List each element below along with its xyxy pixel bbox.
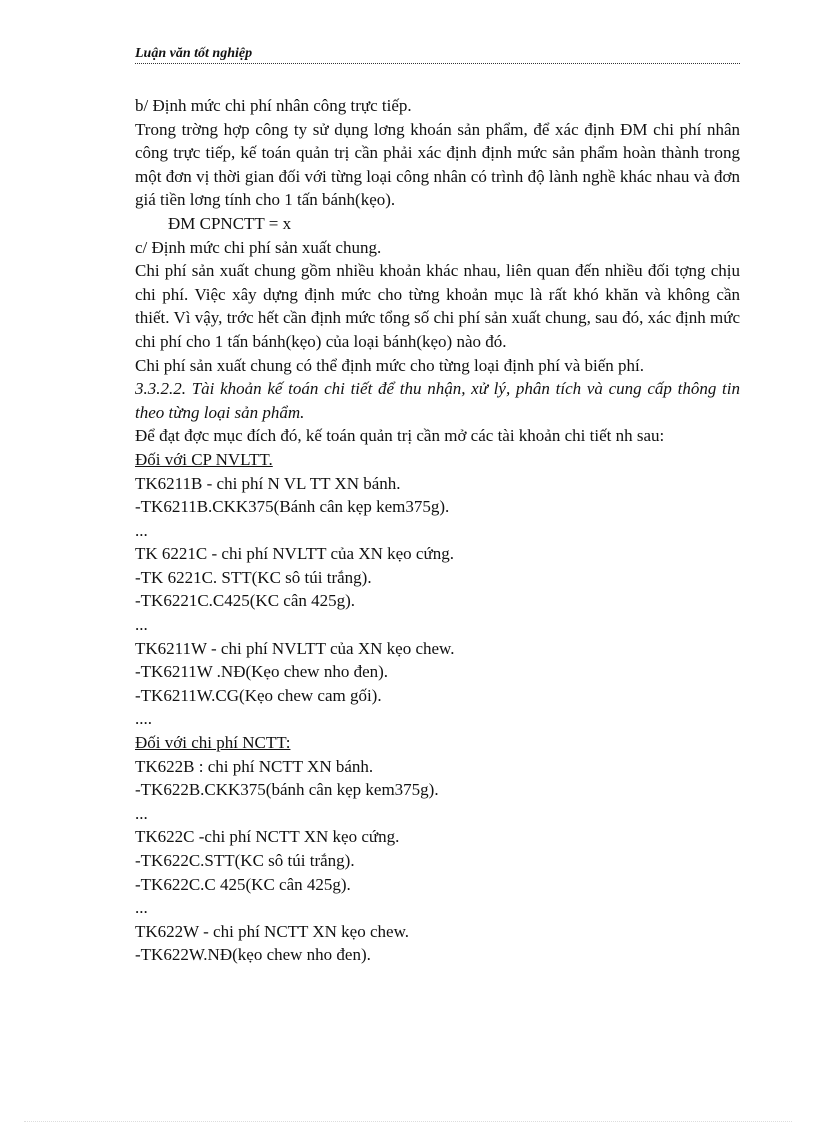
section-heading: c/ Định mức chi phí sản xuất chung.	[135, 237, 382, 257]
footer-rule	[24, 1121, 792, 1122]
list-item: -TK622W.NĐ(kẹo chew nho đen).	[135, 945, 371, 965]
paragraph: Trong trờng hợp công ty sử dụng lơng khoán sản phẩm, để xác định ĐM chi phí nhân công trực tiếp, kế toán quản trị cần phải xác định định mức sản phẩm hoàn thành trong một đơn vị thời gian đối với từng loại công nhân có trình độ lành nghề khác nhau và đơn giá tiền lơng tính cho 1 tấn bánh(kẹo).	[135, 119, 740, 210]
list-item: TK622W - chi phí NCTT XN kẹo chew.	[135, 921, 409, 941]
subsection-heading: 3.3.2.2. Tài khoản kế toán chi tiết để thu nhận, xử lý, phân tích và cung cấp thông tin theo từng loại sản phẩm.	[135, 379, 740, 422]
list-item: TK6211B - chi phí N VL TT XN bánh.	[135, 473, 401, 493]
list-item: -TK6211W .NĐ(Kẹo chew nho đen).	[135, 662, 389, 682]
list-item: TK622C -chi phí NCTT XN kẹo cứng.	[135, 827, 400, 847]
list-heading: Đối với chi phí NCTT:	[135, 733, 291, 753]
paragraph: Chi phí sản xuất chung có thể định mức cho từng loại định phí và biến phí.	[135, 355, 644, 375]
list-item: ...	[135, 803, 148, 823]
section-heading: b/ Định mức chi phí nhân công trực tiếp.	[135, 96, 412, 115]
list-item: -TK622C.STT(KC sô túi trắng).	[135, 851, 355, 870]
list-heading: Đối với CP NVLTT.	[135, 449, 273, 469]
list-item: ...	[135, 520, 148, 540]
list-item: -TK622B.CKK375(bánh cân kẹp kem375g).	[135, 780, 439, 800]
list-item: TK622B : chi phí NCTT XN bánh.	[135, 756, 374, 776]
list-item: -TK6221C.C425(KC cân 425g).	[135, 591, 356, 611]
formula: ĐM CPNCTT = x	[168, 213, 292, 233]
list-item: -TK 6221C. STT(KC sô túi trắng).	[135, 567, 372, 587]
list-item: ....	[135, 709, 152, 729]
paragraph: Chi phí sản xuất chung gồm nhiều khoản khác nhau, liên quan đến nhiều đối tợng chịu chi phí. Việc xây dựng định mức cho từng khoản mục là rất khó khăn và không cần thiết. Vì vậy, trớc hết cần định mức tổng số chi phí sản xuất chung, sau đó, xác định mức chi phí cho 1 tấn bánh(kẹo) của loại bánh(kẹo) nào đó.	[135, 261, 740, 351]
paragraph: Để đạt đợc mục đích đó, kế toán quản trị cần mở các tài khoản chi tiết nh sau:	[135, 426, 665, 446]
list-item: ...	[135, 898, 148, 918]
list-item: TK6211W - chi phí NVLTT của XN kẹo chew.	[135, 638, 455, 658]
list-item: TK 6221C - chi phí NVLTT của XN kẹo cứng.	[135, 544, 454, 564]
header-title: Luận văn tốt nghiệp	[135, 46, 253, 61]
page-header	[135, 46, 740, 64]
list-item: -TK6211W.CG(Kẹo chew cam gối).	[135, 685, 382, 705]
list-item: -TK6211B.CKK375(Bánh cân kẹp kem375g).	[135, 497, 450, 517]
document-body	[135, 94, 740, 967]
list-item: ...	[135, 615, 148, 635]
list-item: -TK622C.C 425(KC cân 425g).	[135, 874, 351, 894]
